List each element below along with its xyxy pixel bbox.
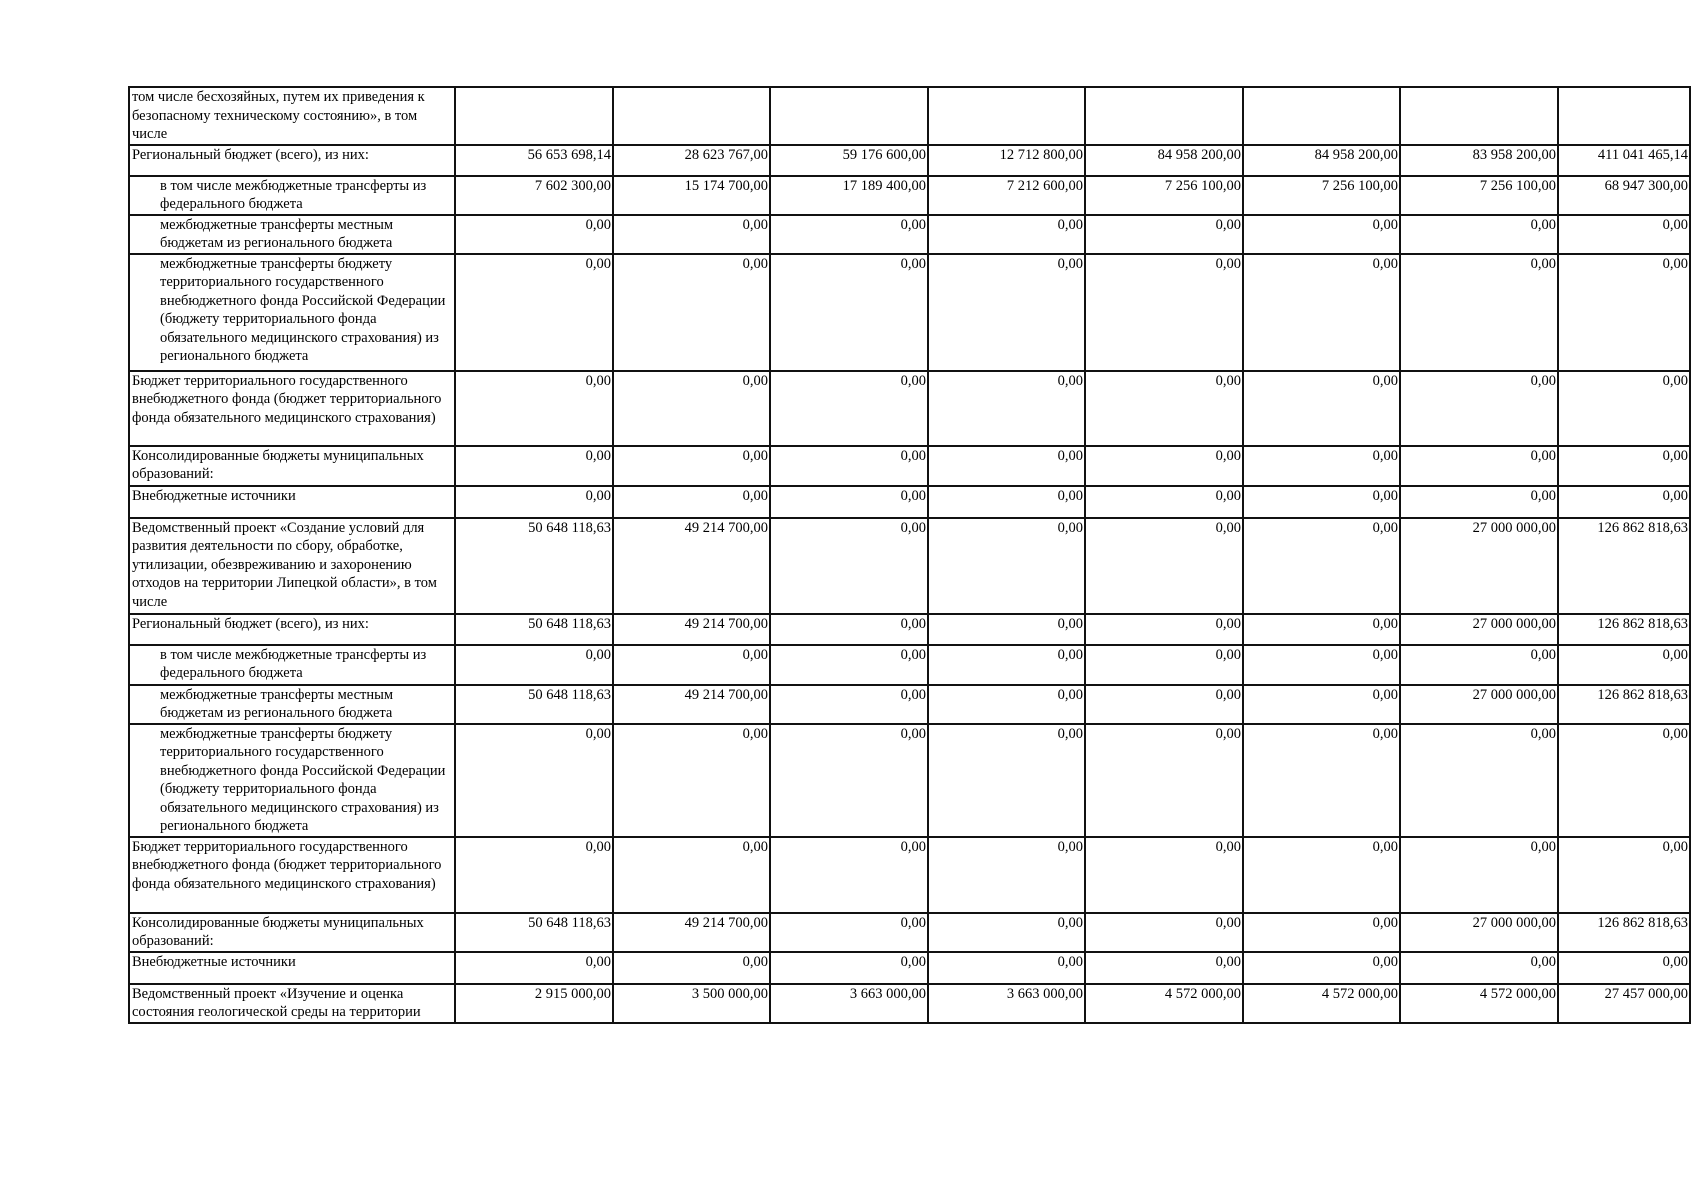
value-cell: 50 648 118,63 — [455, 518, 613, 614]
value-cell — [1400, 87, 1558, 145]
value-cell: 0,00 — [1558, 486, 1690, 518]
value-cell: 0,00 — [770, 518, 928, 614]
value-cell: 0,00 — [613, 486, 770, 518]
value-cell: 12 712 800,00 — [928, 145, 1085, 176]
value-cell: 0,00 — [770, 837, 928, 913]
row-label: Региональный бюджет (всего), из них: — [129, 145, 455, 176]
value-cell: 0,00 — [1400, 254, 1558, 371]
value-cell: 0,00 — [1085, 614, 1243, 645]
value-cell: 0,00 — [1243, 371, 1400, 446]
value-cell: 3 663 000,00 — [928, 984, 1085, 1023]
value-cell: 0,00 — [1085, 685, 1243, 724]
value-cell: 0,00 — [770, 446, 928, 486]
value-cell: 0,00 — [1243, 614, 1400, 645]
value-cell: 49 214 700,00 — [613, 518, 770, 614]
value-cell: 0,00 — [1243, 215, 1400, 254]
value-cell: 0,00 — [928, 446, 1085, 486]
value-cell: 0,00 — [1085, 371, 1243, 446]
value-cell: 0,00 — [928, 254, 1085, 371]
value-cell: 0,00 — [770, 685, 928, 724]
table-row — [129, 518, 1690, 614]
value-cell: 3 500 000,00 — [613, 984, 770, 1023]
value-cell: 126 862 818,63 — [1558, 518, 1690, 614]
value-cell: 0,00 — [613, 837, 770, 913]
row-label: Бюджет территориального государственного внебюджетного фонда (бюджет территориального фонда обязательного медицинского страхования) — [129, 837, 455, 913]
value-cell: 0,00 — [928, 215, 1085, 254]
value-cell: 0,00 — [1400, 446, 1558, 486]
value-cell: 49 214 700,00 — [613, 614, 770, 645]
value-cell — [613, 87, 770, 145]
table-row — [129, 254, 1690, 371]
table-row — [129, 837, 1690, 913]
table-row — [129, 486, 1690, 518]
value-cell: 0,00 — [928, 724, 1085, 837]
value-cell: 0,00 — [1085, 952, 1243, 984]
value-cell: 0,00 — [1085, 254, 1243, 371]
value-cell: 59 176 600,00 — [770, 145, 928, 176]
row-label: межбюджетные трансферты местным бюджетам из регионального бюджета — [129, 215, 455, 254]
value-cell: 0,00 — [1243, 952, 1400, 984]
value-cell: 0,00 — [455, 254, 613, 371]
value-cell: 0,00 — [1558, 952, 1690, 984]
value-cell: 7 256 100,00 — [1400, 176, 1558, 215]
value-cell: 0,00 — [613, 446, 770, 486]
row-label: межбюджетные трансферты бюджету территориального государственного внебюджетного фонда Российской Федерации (бюджету территориального фонда обязательного медицинского страхования) из регионального бюджета — [129, 724, 455, 837]
row-label: том числе бесхозяйных, путем их приведения к безопасному техническому состоянию», в том числе — [129, 87, 455, 145]
value-cell: 7 256 100,00 — [1243, 176, 1400, 215]
value-cell: 2 915 000,00 — [455, 984, 613, 1023]
value-cell: 0,00 — [1558, 215, 1690, 254]
value-cell: 27 000 000,00 — [1400, 518, 1558, 614]
value-cell: 0,00 — [1085, 518, 1243, 614]
value-cell — [1085, 87, 1243, 145]
value-cell: 83 958 200,00 — [1400, 145, 1558, 176]
value-cell: 0,00 — [455, 645, 613, 685]
value-cell: 0,00 — [1085, 645, 1243, 685]
value-cell: 0,00 — [1085, 215, 1243, 254]
value-cell: 0,00 — [455, 371, 613, 446]
value-cell: 84 958 200,00 — [1243, 145, 1400, 176]
value-cell: 0,00 — [928, 837, 1085, 913]
value-cell: 0,00 — [1085, 913, 1243, 952]
value-cell: 0,00 — [455, 486, 613, 518]
value-cell: 0,00 — [770, 486, 928, 518]
row-label: Ведомственный проект «Изучение и оценка состояния геологической среды на территории — [129, 984, 455, 1023]
value-cell: 0,00 — [1400, 371, 1558, 446]
value-cell: 4 572 000,00 — [1400, 984, 1558, 1023]
value-cell: 27 000 000,00 — [1400, 685, 1558, 724]
table-row — [129, 176, 1690, 215]
value-cell — [1558, 87, 1690, 145]
value-cell — [455, 87, 613, 145]
table-row — [129, 145, 1690, 176]
value-cell: 49 214 700,00 — [613, 685, 770, 724]
value-cell: 126 862 818,63 — [1558, 614, 1690, 645]
value-cell: 0,00 — [1085, 837, 1243, 913]
value-cell: 0,00 — [1558, 371, 1690, 446]
value-cell: 0,00 — [770, 724, 928, 837]
value-cell: 0,00 — [1558, 446, 1690, 486]
budget-table-body — [129, 87, 1690, 1023]
value-cell: 0,00 — [1243, 913, 1400, 952]
value-cell: 0,00 — [1400, 645, 1558, 685]
value-cell: 50 648 118,63 — [455, 685, 613, 724]
value-cell: 84 958 200,00 — [1085, 145, 1243, 176]
value-cell: 411 041 465,14 — [1558, 145, 1690, 176]
value-cell: 0,00 — [1400, 952, 1558, 984]
value-cell: 4 572 000,00 — [1243, 984, 1400, 1023]
value-cell: 0,00 — [613, 254, 770, 371]
table-row — [129, 913, 1690, 952]
value-cell: 7 212 600,00 — [928, 176, 1085, 215]
value-cell: 0,00 — [928, 614, 1085, 645]
table-row — [129, 87, 1690, 145]
table-row — [129, 724, 1690, 837]
value-cell: 0,00 — [1243, 486, 1400, 518]
table-row — [129, 645, 1690, 685]
value-cell: 0,00 — [1243, 645, 1400, 685]
value-cell: 0,00 — [928, 486, 1085, 518]
value-cell: 0,00 — [1243, 254, 1400, 371]
value-cell: 0,00 — [1243, 446, 1400, 486]
table-row — [129, 685, 1690, 724]
value-cell: 0,00 — [1400, 215, 1558, 254]
row-label: в том числе межбюджетные трансферты из федерального бюджета — [129, 645, 455, 685]
value-cell: 68 947 300,00 — [1558, 176, 1690, 215]
row-label: межбюджетные трансферты местным бюджетам из регионального бюджета — [129, 685, 455, 724]
value-cell: 0,00 — [1243, 685, 1400, 724]
table-row — [129, 952, 1690, 984]
value-cell: 50 648 118,63 — [455, 913, 613, 952]
value-cell: 0,00 — [1085, 486, 1243, 518]
value-cell: 0,00 — [613, 371, 770, 446]
value-cell — [928, 87, 1085, 145]
value-cell: 0,00 — [1400, 486, 1558, 518]
value-cell: 0,00 — [928, 913, 1085, 952]
value-cell: 7 256 100,00 — [1085, 176, 1243, 215]
value-cell: 0,00 — [770, 371, 928, 446]
value-cell: 0,00 — [455, 724, 613, 837]
value-cell — [1243, 87, 1400, 145]
table-row — [129, 215, 1690, 254]
value-cell — [770, 87, 928, 145]
value-cell: 0,00 — [1558, 645, 1690, 685]
value-cell: 27 457 000,00 — [1558, 984, 1690, 1023]
value-cell: 0,00 — [1400, 837, 1558, 913]
value-cell: 0,00 — [613, 215, 770, 254]
row-label: Консолидированные бюджеты муниципальных образований: — [129, 913, 455, 952]
row-label: Бюджет территориального государственного внебюджетного фонда (бюджет территориального фонда обязательного медицинского страхования) — [129, 371, 455, 446]
value-cell: 49 214 700,00 — [613, 913, 770, 952]
value-cell: 126 862 818,63 — [1558, 913, 1690, 952]
value-cell: 0,00 — [928, 645, 1085, 685]
table-row — [129, 446, 1690, 486]
value-cell: 0,00 — [613, 952, 770, 984]
value-cell: 0,00 — [928, 952, 1085, 984]
value-cell: 4 572 000,00 — [1085, 984, 1243, 1023]
table-row — [129, 371, 1690, 446]
table-row — [129, 984, 1690, 1023]
value-cell: 50 648 118,63 — [455, 614, 613, 645]
value-cell: 0,00 — [770, 913, 928, 952]
row-label: межбюджетные трансферты бюджету территориального государственного внебюджетного фонда Российской Федерации (бюджету территориального фонда обязательного медицинского страхования) из регионального бюджета — [129, 254, 455, 371]
value-cell: 0,00 — [1085, 724, 1243, 837]
budget-table — [128, 86, 1691, 1024]
table-row — [129, 614, 1690, 645]
value-cell: 0,00 — [1085, 446, 1243, 486]
value-cell: 0,00 — [613, 724, 770, 837]
value-cell: 0,00 — [1400, 724, 1558, 837]
row-label: Региональный бюджет (всего), из них: — [129, 614, 455, 645]
row-label: Консолидированные бюджеты муниципальных образований: — [129, 446, 455, 486]
value-cell: 7 602 300,00 — [455, 176, 613, 215]
value-cell: 0,00 — [613, 645, 770, 685]
value-cell: 0,00 — [1558, 724, 1690, 837]
value-cell: 17 189 400,00 — [770, 176, 928, 215]
value-cell: 0,00 — [1243, 518, 1400, 614]
value-cell: 0,00 — [455, 446, 613, 486]
value-cell: 0,00 — [928, 371, 1085, 446]
value-cell: 15 174 700,00 — [613, 176, 770, 215]
row-label: Ведомственный проект «Создание условий для развития деятельности по сбору, обработке, утилизации, обезвреживанию и захоронению отходов на территории Липецкой области», в том числе — [129, 518, 455, 614]
value-cell: 56 653 698,14 — [455, 145, 613, 176]
value-cell: 0,00 — [455, 215, 613, 254]
value-cell: 0,00 — [455, 952, 613, 984]
value-cell: 27 000 000,00 — [1400, 913, 1558, 952]
value-cell: 0,00 — [1558, 837, 1690, 913]
value-cell: 3 663 000,00 — [770, 984, 928, 1023]
value-cell: 126 862 818,63 — [1558, 685, 1690, 724]
value-cell: 0,00 — [1558, 254, 1690, 371]
value-cell: 0,00 — [455, 837, 613, 913]
value-cell: 27 000 000,00 — [1400, 614, 1558, 645]
value-cell: 0,00 — [770, 254, 928, 371]
value-cell: 0,00 — [770, 645, 928, 685]
value-cell: 0,00 — [1243, 724, 1400, 837]
value-cell: 0,00 — [770, 215, 928, 254]
row-label: в том числе межбюджетные трансферты из федерального бюджета — [129, 176, 455, 215]
value-cell: 0,00 — [1243, 837, 1400, 913]
value-cell: 28 623 767,00 — [613, 145, 770, 176]
value-cell: 0,00 — [770, 614, 928, 645]
row-label: Внебюджетные источники — [129, 486, 455, 518]
value-cell: 0,00 — [928, 518, 1085, 614]
row-label: Внебюджетные источники — [129, 952, 455, 984]
value-cell: 0,00 — [928, 685, 1085, 724]
value-cell: 0,00 — [770, 952, 928, 984]
